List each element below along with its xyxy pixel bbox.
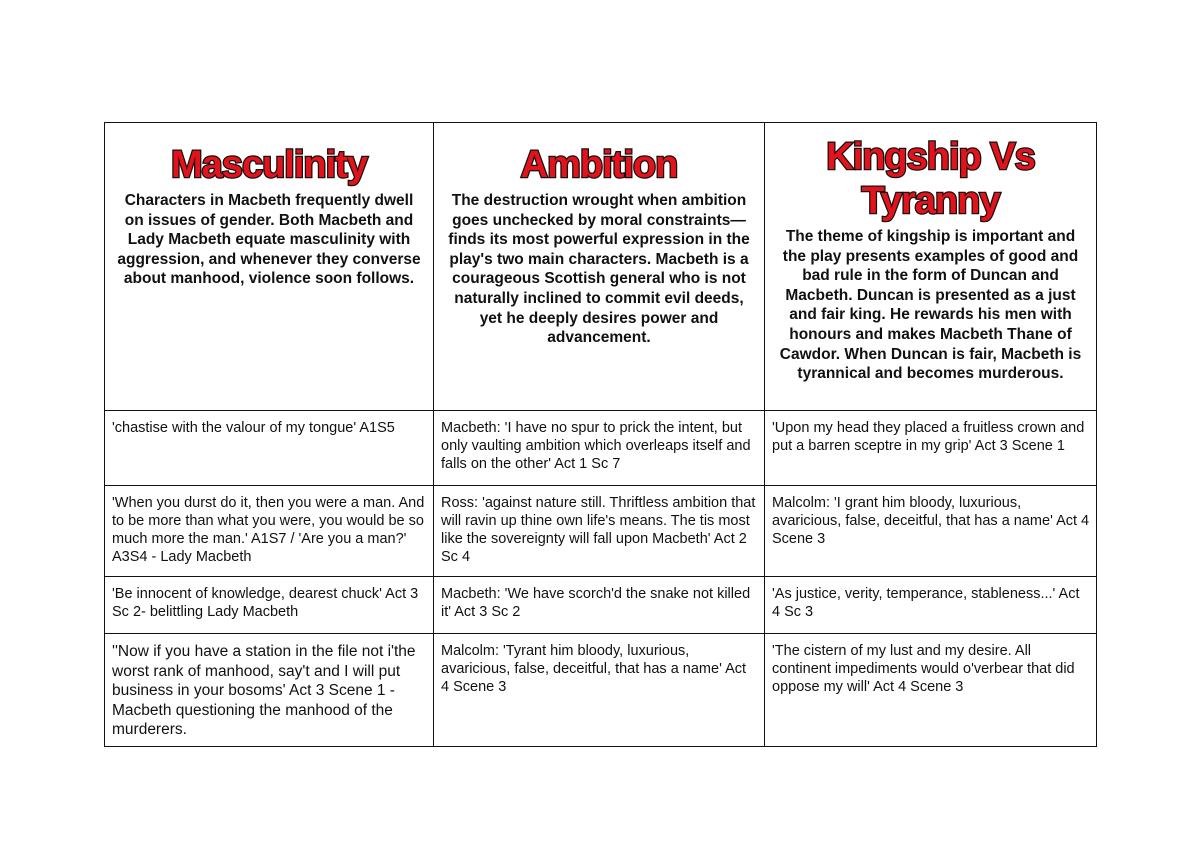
table-row	[105, 634, 1097, 747]
theme-title-ambition: Ambition	[520, 144, 678, 186]
theme-title-kingship: Kingship Vs Tyranny	[826, 136, 1035, 222]
theme-description-kingship: The theme of kingship is important and the play presents examples of good and bad rule in the form of Duncan and Macbeth. Duncan is presented as a just and fair king. He rewards his men with honours and makes Macbeth Thane of Cawdor. When Duncan is fair, Macbeth is tyrannical and becomes murderous.	[779, 228, 1082, 383]
theme-title-masculinity: Masculinity	[171, 144, 367, 186]
quote-cell-kingship: Malcolm: 'I grant him bloody, luxurious, avaricious, false, deceitful, that has a name' Act 4 Scene 3	[765, 486, 1097, 577]
quote-cell-kingship: 'As justice, verity, temperance, stableness...' Act 4 Sc 3	[765, 577, 1097, 634]
quote-cell-kingship: 'Upon my head they placed a fruitless crown and put a barren sceptre in my grip' Act 3 Scene 1	[765, 411, 1097, 486]
quote-cell-ambition: Macbeth: 'We have scorch'd the snake not killed it' Act 3 Sc 2	[434, 577, 765, 634]
quote-cell-ambition: Ross: 'against nature still. Thriftless ambition that will ravin up thine own life's means. The tis most like the sovereignty will fall upon Macbeth' Act 2 Sc 4	[434, 486, 765, 577]
theme-cell-ambition	[434, 123, 765, 411]
theme-description-ambition: The destruction wrought when ambition goes unchecked by moral constraints—finds its most powerful expression in the play's two main characters. Macbeth is a courageous Scottish general who is not naturally inclined to commit evil deeds, yet he deeply desires power and advancement.	[448, 192, 750, 347]
quote-cell-masculinity: 'chastise with the valour of my tongue' A1S5	[105, 411, 434, 486]
themes-quotes-table	[104, 122, 1097, 747]
theme-description-masculinity: Characters in Macbeth frequently dwell on issues of gender. Both Macbeth and Lady Macbeth equate masculinity with aggression, and whenever they converse about manhood, violence soon follows.	[117, 192, 421, 288]
quote-cell-kingship: 'The cistern of my lust and my desire. All continent impediments would o'verbear that did oppose my will' Act 4 Scene 3	[765, 634, 1097, 747]
theme-cell-kingship	[765, 123, 1097, 411]
quote-cell-masculinity: 'Be innocent of knowledge, dearest chuck' Act 3 Sc 2- belittling Lady Macbeth	[105, 577, 434, 634]
table-row	[105, 486, 1097, 577]
table-row	[105, 411, 1097, 486]
table-row	[105, 577, 1097, 634]
quote-cell-ambition: Malcolm: 'Tyrant him bloody, luxurious, avaricious, false, deceitful, that has a name' Act 4 Scene 3	[434, 634, 765, 747]
header-row	[105, 123, 1097, 411]
quote-cell-ambition: Macbeth: 'I have no spur to prick the intent, but only vaulting ambition which overleaps itself and falls on the other' Act 1 Sc 7	[434, 411, 765, 486]
quote-cell-masculinity: 'When you durst do it, then you were a man. And to be more than what you were, you would be so much more the man.' A1S7 / 'Are you a man?' A3S4 - Lady Macbeth	[105, 486, 434, 577]
quote-cell-masculinity: ''Now if you have a station in the file not i'the worst rank of manhood, say't and I will put business in your bosoms' Act 3 Scene 1 - Macbeth questioning the manhood of the murderers.	[105, 634, 434, 747]
theme-cell-masculinity	[105, 123, 434, 411]
